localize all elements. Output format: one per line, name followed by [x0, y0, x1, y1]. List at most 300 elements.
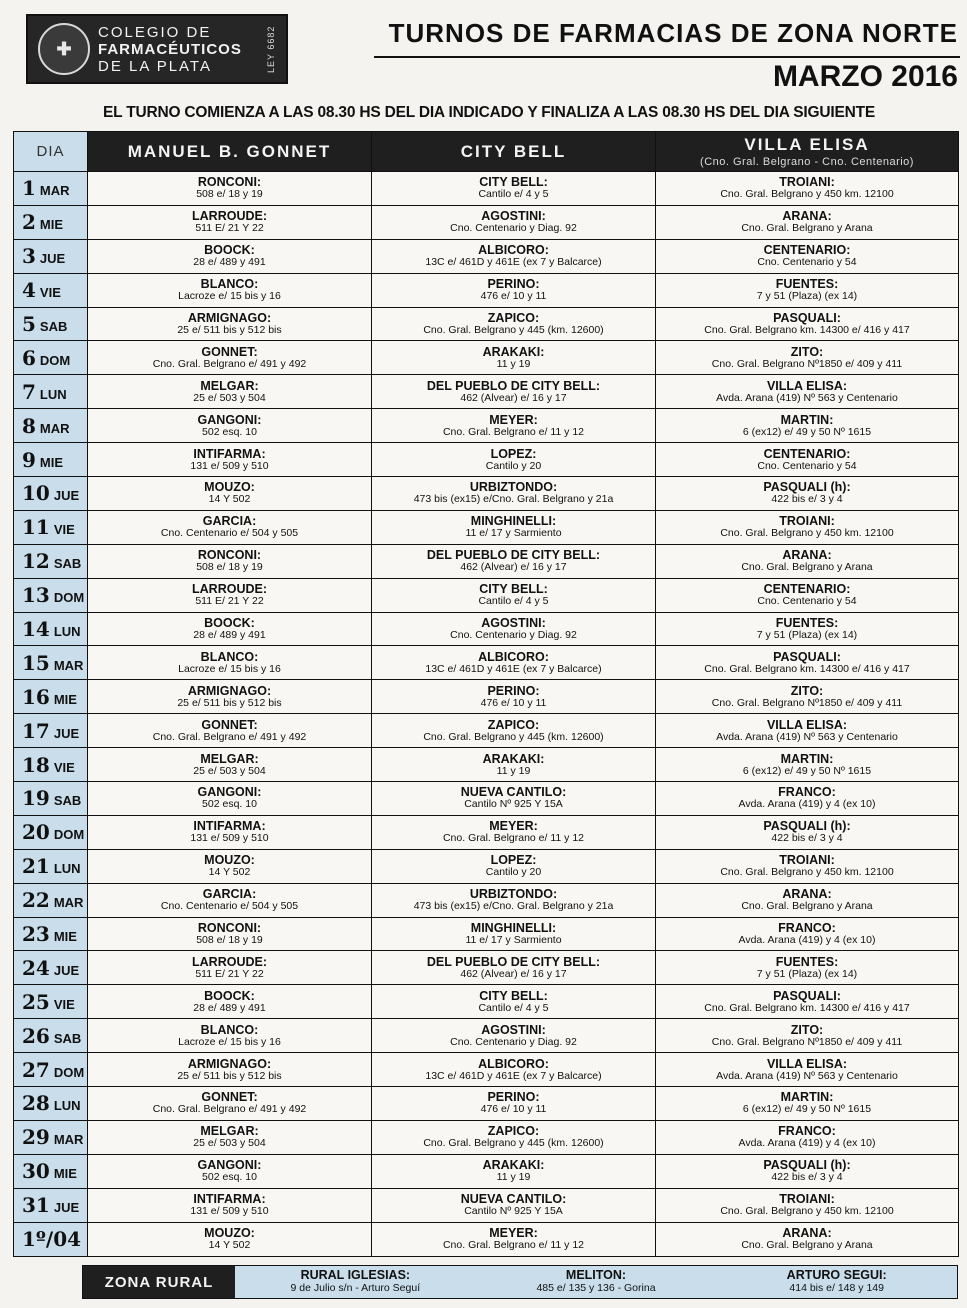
day-number: 27 [22, 1057, 50, 1082]
pharmacy-name: GANGONI: [197, 785, 262, 800]
pharmacy-name: FUENTES: [775, 277, 839, 292]
pharmacy-name: ZAPICO: [487, 311, 540, 325]
day-number: 25 [22, 989, 50, 1014]
pharmacy-name: TROIANI: [779, 175, 835, 190]
day-cell [14, 815, 88, 849]
pharmacy-name: MINGHINELLI: [470, 514, 557, 529]
pharmacy-address: Cno. Gral. Belgrano Nº1850 e/ 409 y 411 [711, 696, 903, 709]
villaelisa-pharmacy-cell [656, 985, 959, 1019]
pharmacy-name: MARTIN: [780, 1090, 834, 1105]
pharmacy-address: 476 e/ 10 y 11 [480, 696, 547, 709]
table-row [14, 1053, 959, 1087]
gonnet-pharmacy-cell [88, 646, 372, 680]
pharmacy-name: MARTIN: [780, 412, 834, 427]
pharmacy-address: 28 e/ 489 y 491 [193, 1001, 266, 1014]
citybell-pharmacy-cell [372, 341, 656, 375]
table-row [14, 544, 959, 578]
pharmacy-address: 25 e/ 503 y 504 [193, 764, 266, 777]
day-number: 18 [22, 752, 50, 777]
pharmacy-address: Cno. Gral. Belgrano y 445 (km. 12600) [423, 324, 604, 336]
pharmacy-address: 11 e/ 17 y Sarmiento [465, 934, 562, 947]
pharmacy-name: BOOCK: [204, 243, 255, 258]
pharmacy-address: 13C e/ 461D y 461E (ex 7 y Balcarce) [425, 256, 602, 269]
pharmacy-address: Cno. Gral. Belgrano y 445 (km. 12600) [423, 1137, 604, 1150]
citybell-pharmacy-cell [372, 477, 656, 511]
pharmacy-name: NUEVA CANTILO: [460, 785, 567, 800]
pharmacy-name: VILLA ELISA: [766, 378, 848, 393]
pharmacy-address: 6 (ex12) e/ 49 y 50 Nº 1615 [742, 425, 872, 438]
day-number: 9 [22, 447, 36, 472]
day-cell [14, 714, 88, 748]
pharmacy-address: 131 e/ 509 y 510 [190, 1205, 269, 1218]
pharmacy-address: 11 y 19 [496, 1171, 531, 1184]
day-number: 26 [22, 1023, 50, 1048]
villaelisa-pharmacy-cell [656, 883, 959, 917]
day-number: 12 [22, 549, 50, 574]
pharmacy-address: Cno. Centenario y Diag. 92 [450, 629, 577, 642]
villaelisa-pharmacy-cell [656, 917, 959, 951]
month-title: MARZO 2016 [772, 60, 958, 93]
pharmacy-name: BLANCO: [200, 277, 259, 292]
rural-pharmacy [476, 1266, 717, 1298]
rural-pharmacy-address: 9 de Julio s/n - Arturo Seguí [290, 1282, 421, 1294]
pharmacy-address: Cno. Gral. Belgrano e/ 11 y 12 [442, 425, 585, 438]
pharmacy-name: MOUZO: [204, 480, 255, 495]
pharmacy-name: CENTENARIO: [763, 582, 851, 597]
day-of-week: MAR [53, 895, 84, 911]
pharmacy-address: 502 esq. 10 [202, 425, 257, 438]
pharmacy-name: FUENTES: [775, 954, 839, 969]
pharmacy-name: ZITO: [790, 683, 824, 698]
pharmacy-address: Cno. Gral. Belgrano y Arana [741, 561, 873, 574]
villaelisa-pharmacy-cell [656, 205, 959, 239]
day-number: 4 [22, 278, 36, 303]
villaelisa-pharmacy-cell [656, 375, 959, 409]
villaelisa-pharmacy-cell [656, 815, 959, 849]
gonnet-pharmacy-cell [88, 578, 372, 612]
pharmacy-address: 6 (ex12) e/ 49 y 50 Nº 1615 [742, 764, 872, 777]
day-of-week: MAR [53, 1132, 84, 1148]
day-number: 6 [22, 345, 36, 370]
day-of-week: VIE [53, 996, 75, 1012]
pharmacy-name: BOOCK: [204, 988, 255, 1003]
citybell-pharmacy-cell [372, 985, 656, 1019]
college-logo-block [26, 14, 288, 84]
pharmacy-address: 25 e/ 503 y 504 [193, 391, 266, 404]
pharmacy-address: 131 e/ 509 y 510 [190, 459, 269, 472]
table-row [14, 714, 959, 748]
day-number: 23 [22, 922, 50, 947]
villaelisa-pharmacy-cell [656, 849, 959, 883]
pharmacy-address: 476 e/ 10 y 11 [480, 1103, 547, 1116]
gonnet-pharmacy-cell [88, 883, 372, 917]
villaelisa-pharmacy-cell [656, 341, 959, 375]
ley-label: LEY 6682 [266, 25, 276, 73]
day-cell [14, 239, 88, 273]
pharmacy-name: DEL PUEBLO DE CITY BELL: [426, 954, 601, 969]
pharmacy-name: RONCONI: [197, 175, 262, 190]
gonnet-pharmacy-cell [88, 375, 372, 409]
pharmacy-name: BLANCO: [200, 1022, 259, 1037]
pharmacy-name: ARAKAKI: [482, 1158, 545, 1173]
table-header-row [14, 132, 959, 172]
gonnet-pharmacy-cell [88, 205, 372, 239]
villaelisa-pharmacy-cell [656, 510, 959, 544]
gonnet-pharmacy-cell [88, 951, 372, 985]
pharmacy-address: Avda. Arana (419) Nº 563 y Centenario [716, 730, 898, 743]
citybell-pharmacy-cell [372, 1019, 656, 1053]
pharmacy-name: PERINO: [487, 277, 540, 292]
pharmacy-name: CITY BELL: [479, 988, 548, 1003]
pharmacy-name: GONNET: [201, 717, 258, 732]
day-cell [14, 1120, 88, 1154]
villaelisa-pharmacy-cell [656, 646, 959, 680]
table-row [14, 172, 959, 206]
villaelisa-pharmacy-cell [656, 409, 959, 443]
pharmacy-address: 422 bis e/ 3 y 4 [771, 1171, 843, 1184]
pharmacy-address: 508 e/ 18 y 19 [196, 934, 263, 947]
day-of-week: DOM [53, 590, 85, 606]
table-row [14, 341, 959, 375]
citybell-pharmacy-cell [372, 1087, 656, 1121]
pharmacy-address: Cno. Centenario y 54 [757, 595, 857, 608]
pharmacy-name: LARROUDE: [192, 582, 267, 597]
pharmacy-name: INTIFARMA: [193, 1192, 266, 1207]
day-cell [14, 646, 88, 680]
pharmacy-address: 11 e/ 17 y Sarmiento [465, 527, 562, 540]
day-cell [14, 1188, 88, 1222]
day-number: 19 [22, 786, 50, 811]
day-number: 21 [22, 854, 50, 879]
villaelisa-pharmacy-cell [656, 951, 959, 985]
day-cell [14, 205, 88, 239]
villaelisa-pharmacy-cell [656, 307, 959, 341]
gonnet-pharmacy-cell [88, 409, 372, 443]
gonnet-pharmacy-cell [88, 544, 372, 578]
pharmacy-name: URBIZTONDO: [469, 887, 558, 902]
citybell-pharmacy-cell [372, 172, 656, 206]
pharmacy-address: 28 e/ 489 y 491 [193, 256, 266, 269]
pharmacy-address: Cno. Centenario y 54 [757, 459, 857, 472]
day-cell [14, 510, 88, 544]
citybell-pharmacy-cell [372, 782, 656, 816]
pharmacy-name: GARCIA: [202, 887, 257, 902]
day-of-week: VIE [39, 285, 61, 301]
pharmacy-address: Cno. Gral. Belgrano Nº1850 e/ 409 y 411 [711, 357, 903, 370]
table-row [14, 1222, 959, 1256]
pharmacy-address: Cno. Gral. Belgrano e/ 11 y 12 [442, 1239, 585, 1252]
day-cell [14, 375, 88, 409]
villaelisa-pharmacy-cell [656, 544, 959, 578]
day-of-week: SAB [53, 556, 82, 572]
gonnet-pharmacy-cell [88, 917, 372, 951]
pharmacy-address: Cno. Gral. Belgrano y Arana [741, 1239, 873, 1252]
gonnet-pharmacy-cell [88, 748, 372, 782]
pharmacy-name: DEL PUEBLO DE CITY BELL: [426, 548, 601, 563]
pharmacy-name: MINGHINELLI: [470, 921, 557, 936]
pharmacy-address: Avda. Arana (419) Nº 563 y Centenario [716, 391, 898, 404]
villaelisa-pharmacy-cell [656, 443, 959, 477]
day-of-week: LUN [53, 1098, 81, 1114]
column-header-day: DIA [14, 132, 88, 172]
day-number: 8 [22, 413, 36, 438]
pharmacy-name: URBIZTONDO: [469, 480, 558, 495]
gonnet-pharmacy-cell [88, 239, 372, 273]
gonnet-pharmacy-cell [88, 1120, 372, 1154]
pharmacy-address: 476 e/ 10 y 11 [480, 290, 547, 303]
gonnet-pharmacy-cell [88, 172, 372, 206]
villaelisa-pharmacy-cell [656, 172, 959, 206]
pharmacy-address: Cno. Centenario e/ 504 y 505 [160, 527, 299, 540]
gonnet-pharmacy-cell [88, 341, 372, 375]
villaelisa-pharmacy-cell [656, 1120, 959, 1154]
pharmacy-name: ALBICORO: [478, 243, 549, 258]
gonnet-pharmacy-cell [88, 1087, 372, 1121]
pharmacy-address: 6 (ex12) e/ 49 y 50 Nº 1615 [742, 1103, 872, 1116]
document-header [18, 6, 960, 96]
pharmacy-name: ARMIGNAGO: [187, 683, 272, 698]
day-cell [14, 273, 88, 307]
pharmacy-name: PERINO: [487, 1090, 540, 1105]
citybell-pharmacy-cell [372, 510, 656, 544]
pharmacy-address: Lacroze e/ 15 bis y 16 [178, 290, 281, 303]
rural-pharmacy-name: ARTURO SEGUI: [786, 1268, 887, 1282]
column-header-gonnet: MANUEL B. GONNET [88, 132, 372, 172]
pharmacy-address: Cno. Gral. Belgrano e/ 11 y 12 [442, 832, 585, 845]
pharmacy-name: CITY BELL: [479, 175, 548, 190]
pharmacy-name: ALBICORO: [478, 1056, 549, 1071]
citybell-pharmacy-cell [372, 917, 656, 951]
day-cell [14, 1154, 88, 1188]
day-of-week: JUE [39, 251, 66, 267]
day-cell [14, 477, 88, 511]
day-cell [14, 612, 88, 646]
day-cell [14, 409, 88, 443]
pharmacy-address: 508 e/ 18 y 19 [196, 188, 263, 201]
gonnet-pharmacy-cell [88, 849, 372, 883]
table-row [14, 815, 959, 849]
citybell-pharmacy-cell [372, 205, 656, 239]
pharmacy-address: 25 e/ 511 bis y 512 bis [177, 696, 282, 709]
citybell-pharmacy-cell [372, 375, 656, 409]
pharmacy-name: MELGAR: [200, 378, 259, 393]
pharmacy-name: MELGAR: [200, 751, 259, 766]
rural-pharmacy-address: 485 e/ 135 y 136 - Gorina [536, 1282, 656, 1294]
gonnet-pharmacy-cell [88, 680, 372, 714]
table-row [14, 1087, 959, 1121]
gonnet-pharmacy-cell [88, 985, 372, 1019]
day-of-week: MAR [39, 420, 70, 436]
rural-zone-bar [82, 1265, 958, 1299]
day-number: 1º/04 [22, 1227, 82, 1252]
pharmacy-address: 473 bis (ex15) e/Cno. Gral. Belgrano y 21a [413, 900, 614, 913]
day-of-week: SAB [53, 1030, 82, 1046]
day-cell [14, 1019, 88, 1053]
table-row [14, 748, 959, 782]
pharmacy-address: Cno. Gral. Belgrano y 450 km. 12100 [720, 188, 894, 201]
pharmacy-name: GANGONI: [197, 1158, 262, 1173]
gonnet-pharmacy-cell [88, 443, 372, 477]
pharmacy-address: Cantilo e/ 4 y 5 [478, 1001, 549, 1014]
pharmacy-name: MOUZO: [204, 853, 255, 868]
citybell-pharmacy-cell [372, 680, 656, 714]
pharmacy-address: Cno. Gral. Belgrano e/ 491 y 492 [152, 1103, 307, 1116]
pharmacy-address: 13C e/ 461D y 461E (ex 7 y Balcarce) [425, 662, 602, 675]
day-number: 17 [22, 718, 50, 743]
villaelisa-pharmacy-cell [656, 477, 959, 511]
pharmacy-address: Avda. Arana (419) y 4 (ex 10) [738, 934, 876, 947]
pharmacy-name: GARCIA: [202, 514, 257, 529]
day-of-week: VIE [53, 759, 75, 775]
citybell-pharmacy-cell [372, 409, 656, 443]
rural-pharmacy-address: 414 bis e/ 148 y 149 [789, 1282, 884, 1294]
pharmacy-name: AGOSTINI: [481, 1022, 546, 1037]
day-number: 3 [22, 244, 36, 269]
day-cell [14, 883, 88, 917]
day-cell [14, 1053, 88, 1087]
table-row [14, 273, 959, 307]
table-row [14, 443, 959, 477]
table-row [14, 477, 959, 511]
gonnet-pharmacy-cell [88, 1053, 372, 1087]
villaelisa-pharmacy-cell [656, 1154, 959, 1188]
citybell-pharmacy-cell [372, 239, 656, 273]
pharmacy-address: 502 esq. 10 [202, 1171, 257, 1184]
pharmacy-name: MELGAR: [200, 1124, 259, 1139]
table-row [14, 307, 959, 341]
pharmacy-name: CENTENARIO: [763, 446, 851, 461]
day-of-week: DOM [53, 1064, 85, 1080]
pharmacy-name: ZAPICO: [487, 717, 540, 732]
table-row [14, 849, 959, 883]
villaelisa-pharmacy-cell [656, 578, 959, 612]
pharmacy-address: 13C e/ 461D y 461E (ex 7 y Balcarce) [425, 1069, 602, 1082]
day-of-week: VIE [53, 522, 75, 538]
table-row [14, 205, 959, 239]
day-of-week: MAR [39, 183, 70, 199]
day-number: 2 [22, 210, 36, 235]
pharmacy-address: 473 bis (ex15) e/Cno. Gral. Belgrano y 21a [413, 493, 614, 506]
pharmacy-name: PASQUALI: [773, 311, 841, 325]
day-cell [14, 782, 88, 816]
day-cell [14, 680, 88, 714]
table-row [14, 680, 959, 714]
day-number: 29 [22, 1125, 50, 1150]
pharmacy-name: MEYER: [489, 819, 538, 834]
pharmacy-address: Cno. Centenario y Diag. 92 [450, 222, 577, 235]
day-cell [14, 172, 88, 206]
pharmacy-address: 462 (Alvear) e/ 16 y 17 [460, 391, 567, 404]
gonnet-pharmacy-cell [88, 477, 372, 511]
pharmacy-name: FRANCO: [778, 1124, 836, 1139]
table-row [14, 612, 959, 646]
villaelisa-pharmacy-cell [656, 273, 959, 307]
day-cell [14, 951, 88, 985]
pharmacy-address: Cno. Gral. Belgrano y 450 km. 12100 [720, 527, 894, 540]
table-row [14, 951, 959, 985]
pharmacy-name: GONNET: [201, 344, 258, 359]
pharmacy-address: Cantilo e/ 4 y 5 [478, 595, 549, 608]
day-of-week: LUN [53, 624, 81, 640]
citybell-pharmacy-cell [372, 578, 656, 612]
day-cell [14, 443, 88, 477]
pharmacy-name: AGOSTINI: [481, 616, 546, 631]
rural-pharmacy [716, 1266, 957, 1298]
pharmacy-name: PASQUALI (h): [763, 819, 851, 834]
villaelisa-pharmacy-cell [656, 1019, 959, 1053]
day-of-week: JUE [53, 1200, 80, 1216]
pharmacy-name: INTIFARMA: [193, 446, 266, 461]
pharmacy-name: PASQUALI: [773, 988, 841, 1003]
pharmacy-name: RONCONI: [197, 548, 262, 563]
column-header-villaelisa [656, 132, 959, 172]
pharmacy-address: Cno. Centenario y 54 [757, 256, 857, 269]
villaelisa-pharmacy-cell [656, 782, 959, 816]
table-row [14, 239, 959, 273]
day-cell [14, 1222, 88, 1256]
table-row [14, 646, 959, 680]
pharmacy-name: GONNET: [201, 1090, 258, 1105]
pharmacy-name: NUEVA CANTILO: [460, 1192, 567, 1207]
villaelisa-pharmacy-cell [656, 239, 959, 273]
pharmacy-name: BOOCK: [204, 616, 255, 631]
table-row [14, 510, 959, 544]
villaelisa-pharmacy-cell [656, 748, 959, 782]
pharmacy-name: PASQUALI (h): [763, 480, 851, 495]
pharmacy-name: ARAKAKI: [482, 344, 545, 359]
pharmacy-name: MOUZO: [204, 1226, 255, 1241]
pharmacy-address: Cno. Gral. Belgrano Nº1850 e/ 409 y 411 [711, 1035, 903, 1048]
pharmacy-address: Cno. Gral. Belgrano e/ 491 y 492 [152, 357, 307, 370]
pharmacy-address: 28 e/ 489 y 491 [193, 629, 266, 642]
table-row [14, 409, 959, 443]
day-cell [14, 748, 88, 782]
villaelisa-pharmacy-cell [656, 612, 959, 646]
gonnet-pharmacy-cell [88, 1188, 372, 1222]
pharmacy-address: 14 Y 502 [208, 1239, 251, 1252]
pharmacy-name: LARROUDE: [192, 209, 267, 224]
day-number: 16 [22, 684, 50, 709]
pharmacy-address: 14 Y 502 [208, 866, 251, 879]
pharmacy-name: LOPEZ: [490, 853, 537, 868]
pharmacy-name: BLANCO: [200, 649, 259, 664]
pharmacy-name: ALBICORO: [478, 649, 549, 664]
pharmacy-name: VILLA ELISA: [766, 1056, 848, 1071]
org-line-3: DE LA PLATA [98, 57, 212, 75]
day-number: 1 [22, 176, 36, 201]
table-row [14, 375, 959, 409]
pharmacy-address: Cantilo y 20 [485, 866, 542, 879]
pharmacy-address: Cno. Gral. Belgrano y 445 (km. 12600) [423, 730, 604, 743]
pharmacy-name: ARAKAKI: [482, 751, 545, 766]
title-divider [374, 56, 960, 58]
day-of-week: MIE [53, 1166, 77, 1182]
pharmacy-address: Avda. Arana (419) y 4 (ex 10) [738, 1137, 876, 1150]
day-of-week: MIE [53, 691, 77, 707]
pharmacy-name: VILLA ELISA: [766, 717, 848, 732]
pharmacy-name: TROIANI: [779, 853, 835, 868]
rural-pharmacy-name: MELITON: [565, 1268, 627, 1282]
pharmacy-name: ZITO: [790, 344, 824, 359]
pharmacy-address: Cantilo e/ 4 y 5 [478, 188, 549, 201]
org-line-1: COLEGIO DE [98, 23, 212, 41]
column-header-villaelisa-sub: (Cno. Gral. Belgrano - Cno. Centenario) [700, 156, 914, 168]
table-row [14, 1188, 959, 1222]
pharmacy-name: PASQUALI: [773, 649, 841, 664]
pharmacy-name: ARMIGNAGO: [187, 1056, 272, 1071]
rural-pharmacy [235, 1266, 476, 1298]
day-of-week: DOM [53, 827, 85, 843]
